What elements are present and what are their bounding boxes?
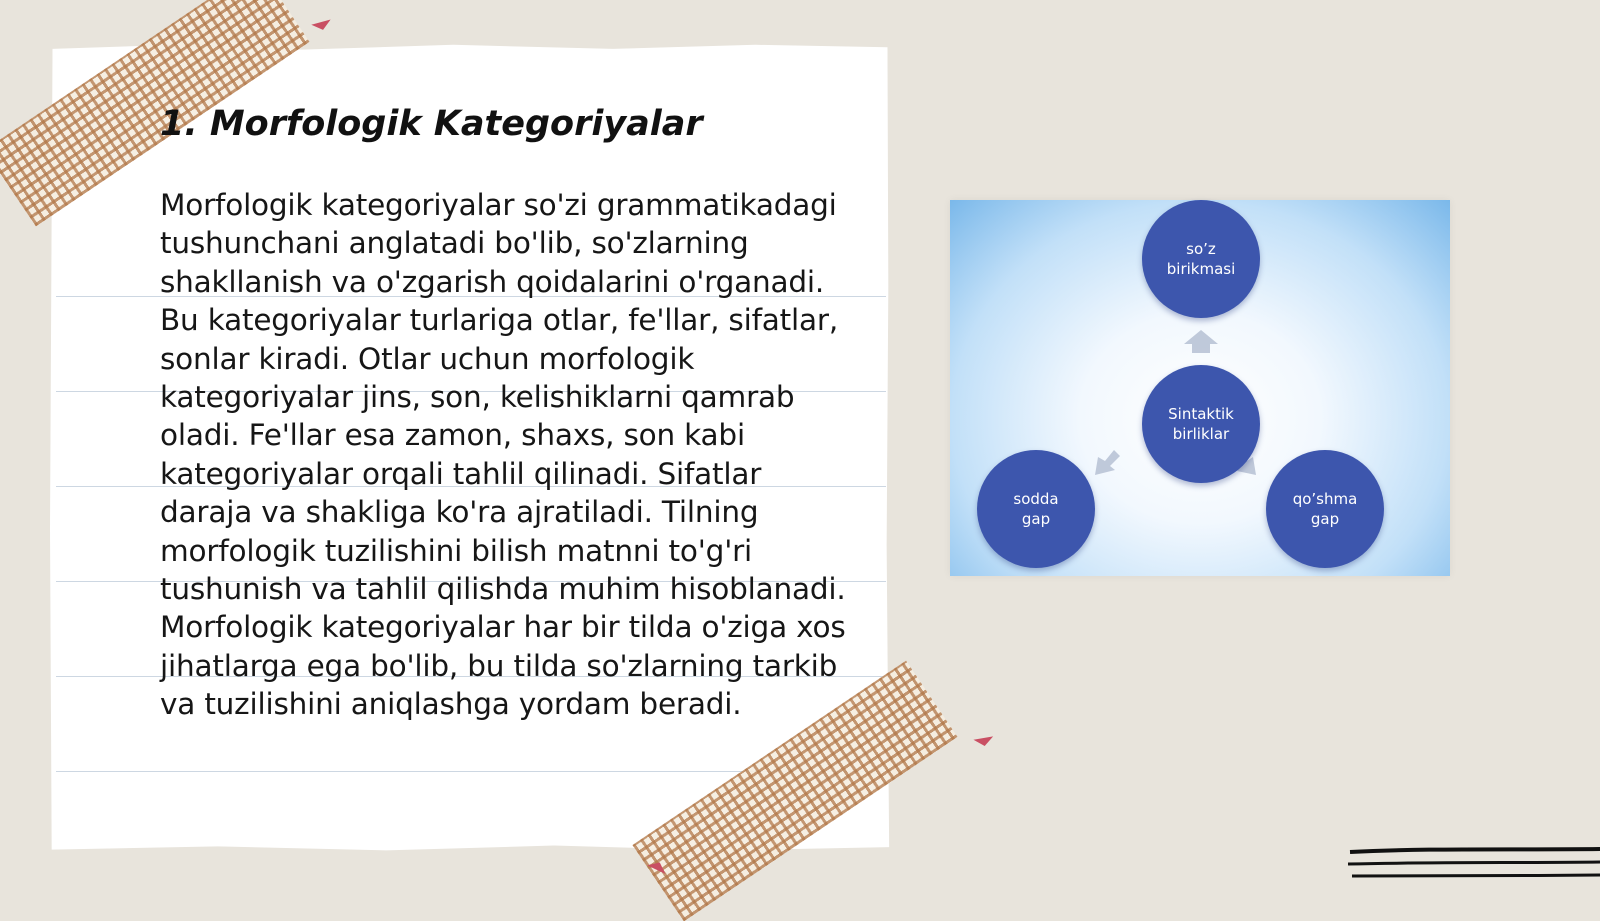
syntactic-units-diagram: [950, 200, 1450, 576]
slide-title: 1. Morfologik Kategoriyalar: [160, 104, 703, 144]
slide-body-text: Morfologik kategoriyalar so'zi grammatikadagi tushunchani anglatadi bo'lib, so'zlarning shakllanish va o'zgarish qoidalarini o'rganadi. Bu kategoriyalar turlariga otlar, fe'llar, sifatlar, sonlar kiradi. Otlar uchun morfologik kategoriyalar jins, son, kelishiklarni qamrab oladi. Fe'llar esa zamon, shaxs, son kabi kategoriyalar orqali tahlil qilinadi. Sifatlar daraja va shakliga ko'ra ajratiladi. Tilning morfologik tuzilishini bilish matnni to'g'ri tushunish va tahlil qilishda muhim hisoblanadi. Morfologik kategoriyalar har bir tilda o'ziga xos jihatlarga ega bo'lib, bu tilda so'zlarning tarkib va tuzilishini aniqlashga yordam beradi.: [160, 188, 846, 722]
arrow-up-icon: [1184, 330, 1218, 353]
decorative-lines: [1348, 844, 1600, 894]
node-sintaktik-birliklar: Sintaktik birliklar: [1142, 365, 1260, 483]
node-sodda-gap: sodda gap: [977, 450, 1095, 568]
arrow-down-left-icon: [1095, 450, 1120, 475]
node-qoshma-gap: qo’shma gap: [1266, 450, 1384, 568]
node-soz-birikmasi: so’z birikmasi: [1142, 200, 1260, 318]
tape-corner-mark: [311, 20, 332, 33]
tape-corner-mark: [973, 736, 994, 747]
